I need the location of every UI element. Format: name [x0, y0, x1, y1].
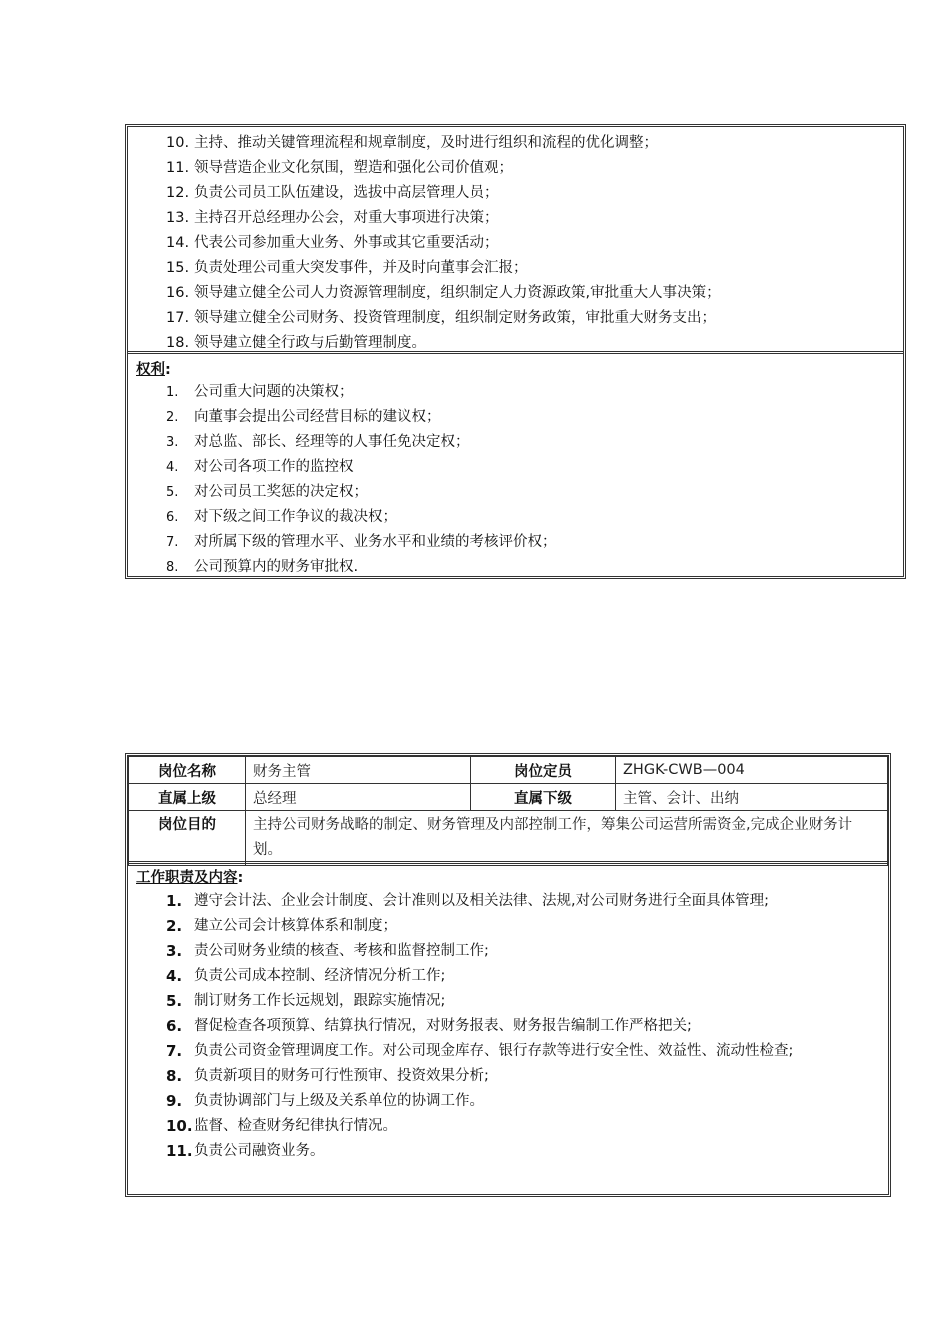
item-text: 主持召开总经理办公会，对重大事项进行决策；	[194, 210, 499, 226]
item-text: 对公司各项工作的监控权	[194, 459, 354, 475]
superior-label: 直属上级	[129, 784, 246, 811]
item-text: 主持、推动关键管理流程和规章制度，及时进行组织和流程的优化调整；	[194, 135, 658, 151]
item-text: 对下级之间工作争议的裁决权；	[194, 509, 397, 525]
item-text: 负责公司融资业务。	[194, 1143, 325, 1159]
item-text: 领导营造企业文化氛围，塑造和强化公司价值观；	[194, 160, 513, 176]
duty-list-item	[166, 131, 893, 156]
item-number: 17.	[166, 310, 190, 326]
item-text: 领导建立健全行政与后勤管理制度。	[194, 335, 426, 351]
position-code-value: ZHGK-CWB—004	[616, 757, 888, 784]
item-number: 11.	[166, 160, 190, 176]
position-info-table	[128, 756, 888, 866]
duty-list	[166, 889, 874, 1164]
rights-list-item	[166, 455, 893, 480]
rights-list-item	[166, 480, 893, 505]
position-code-label: 岗位定员	[471, 757, 616, 784]
duty-list-item	[166, 1114, 874, 1139]
item-text: 责公司财务业绩的核查、考核和监督控制工作;	[194, 943, 489, 959]
item-text: 公司重大问题的决策权；	[194, 384, 354, 400]
rights-list	[166, 380, 893, 580]
purpose-label: 岗位目的	[129, 811, 246, 866]
item-text: 公司预算内的财务审批权.	[194, 559, 359, 575]
item-text: 负责公司成本控制、经济情况分析工作;	[194, 968, 446, 984]
subordinate-label: 直属下级	[471, 784, 616, 811]
item-number: 14.	[166, 235, 190, 251]
item-number: 5.	[166, 992, 183, 1010]
duty-list-item	[166, 1139, 874, 1164]
item-number: 11.	[166, 1142, 193, 1160]
duty-list-item	[166, 181, 893, 206]
duty-list-item	[166, 914, 874, 939]
item-text: 负责公司资金管理调度工作。对公司现金库存、银行存款等进行安全性、效益性、流动性检查;	[194, 1043, 794, 1059]
position-name-label: 岗位名称	[129, 757, 246, 784]
item-number: 1.	[166, 892, 183, 910]
item-number: 3.	[166, 435, 179, 450]
item-number: 1.	[166, 385, 179, 400]
duty-list-item	[166, 206, 893, 231]
purpose-value: 主持公司财务战略的制定、财务管理及内部控制工作，筹集公司运营所需资金,完成企业财务计划。	[246, 811, 888, 866]
item-number: 13.	[166, 210, 190, 226]
duties-heading: 工作职责及内容:	[136, 870, 244, 886]
duty-list-item	[166, 939, 874, 964]
position-name-value: 财务主管	[246, 757, 471, 784]
item-number: 18.	[166, 335, 190, 351]
duty-list-item	[166, 231, 893, 256]
item-number: 5.	[166, 485, 179, 500]
item-text: 领导建立健全公司人力资源管理制度，组织制定人力资源政策,审批重大人事决策；	[194, 285, 721, 301]
item-text: 负责协调部门与上级及关系单位的协调工作。	[194, 1093, 484, 1109]
duty-list-item	[166, 281, 893, 306]
item-number: 2.	[166, 917, 183, 935]
duty-list-item	[166, 1039, 874, 1064]
duty-list-item	[166, 1014, 874, 1039]
section-divider	[128, 351, 903, 354]
item-number: 3.	[166, 942, 183, 960]
item-number: 2.	[166, 410, 179, 425]
item-text: 对总监、部长、经理等的人事任免决定权；	[194, 434, 470, 450]
rights-list-item	[166, 505, 893, 530]
rights-heading: 权利:	[136, 362, 171, 378]
item-number: 6.	[166, 1017, 183, 1035]
item-number: 10.	[166, 135, 190, 151]
item-text: 代表公司参加重大业务、外事或其它重要活动；	[194, 235, 499, 251]
item-number: 7.	[166, 535, 179, 550]
section-divider	[128, 861, 888, 864]
continued-duty-list	[166, 131, 893, 356]
rights-list-item	[166, 530, 893, 555]
item-text: 负责新项目的财务可行性预审、投资效果分析;	[194, 1068, 489, 1084]
rights-list-item	[166, 405, 893, 430]
duty-list-item	[166, 1064, 874, 1089]
duty-list-item	[166, 306, 893, 331]
item-text: 监督、检查财务纪律执行情况。	[194, 1118, 397, 1134]
duty-list-item	[166, 989, 874, 1014]
item-number: 15.	[166, 260, 190, 276]
item-text: 建立公司会计核算体系和制度；	[194, 918, 397, 934]
item-number: 10.	[166, 1117, 193, 1135]
subordinate-value: 主管、会计、出纳	[616, 784, 888, 811]
item-number: 4.	[166, 460, 179, 475]
superior-value: 总经理	[246, 784, 471, 811]
item-number: 6.	[166, 510, 179, 525]
item-text: 制订财务工作长远规划，跟踪实施情况;	[194, 993, 446, 1009]
duty-list-item	[166, 1089, 874, 1114]
rights-list-item	[166, 380, 893, 405]
item-text: 遵守会计法、企业会计制度、会计准则以及相关法律、法规,对公司财务进行全面具体管理;	[194, 893, 769, 909]
item-text: 对公司员工奖惩的决定权；	[194, 484, 368, 500]
duty-list-item	[166, 156, 893, 181]
item-text: 负责公司员工队伍建设，选拔中高层管理人员；	[194, 185, 499, 201]
item-number: 4.	[166, 967, 183, 985]
item-number: 9.	[166, 1092, 183, 1110]
item-number: 7.	[166, 1042, 183, 1060]
item-number: 8.	[166, 1067, 183, 1085]
item-text: 对所属下级的管理水平、业务水平和业绩的考核评价权；	[194, 534, 557, 550]
duty-list-item	[166, 964, 874, 989]
item-text: 负责处理公司重大突发事件，并及时向董事会汇报；	[194, 260, 528, 276]
rights-list-item	[166, 555, 893, 580]
item-text: 向董事会提出公司经营目标的建议权；	[194, 409, 441, 425]
item-text: 督促检查各项预算、结算执行情况，对财务报表、财务报告编制工作严格把关;	[194, 1018, 692, 1034]
item-number: 16.	[166, 285, 190, 301]
rights-list-item	[166, 430, 893, 455]
ceo-duties-table	[125, 124, 906, 579]
item-number: 12.	[166, 185, 190, 201]
duty-list-item	[166, 889, 874, 914]
finance-supervisor-table	[125, 753, 891, 1197]
item-number: 8.	[166, 560, 179, 575]
duty-list-item	[166, 256, 893, 281]
item-text: 领导建立健全公司财务、投资管理制度，组织制定财务政策，审批重大财务支出；	[194, 310, 716, 326]
